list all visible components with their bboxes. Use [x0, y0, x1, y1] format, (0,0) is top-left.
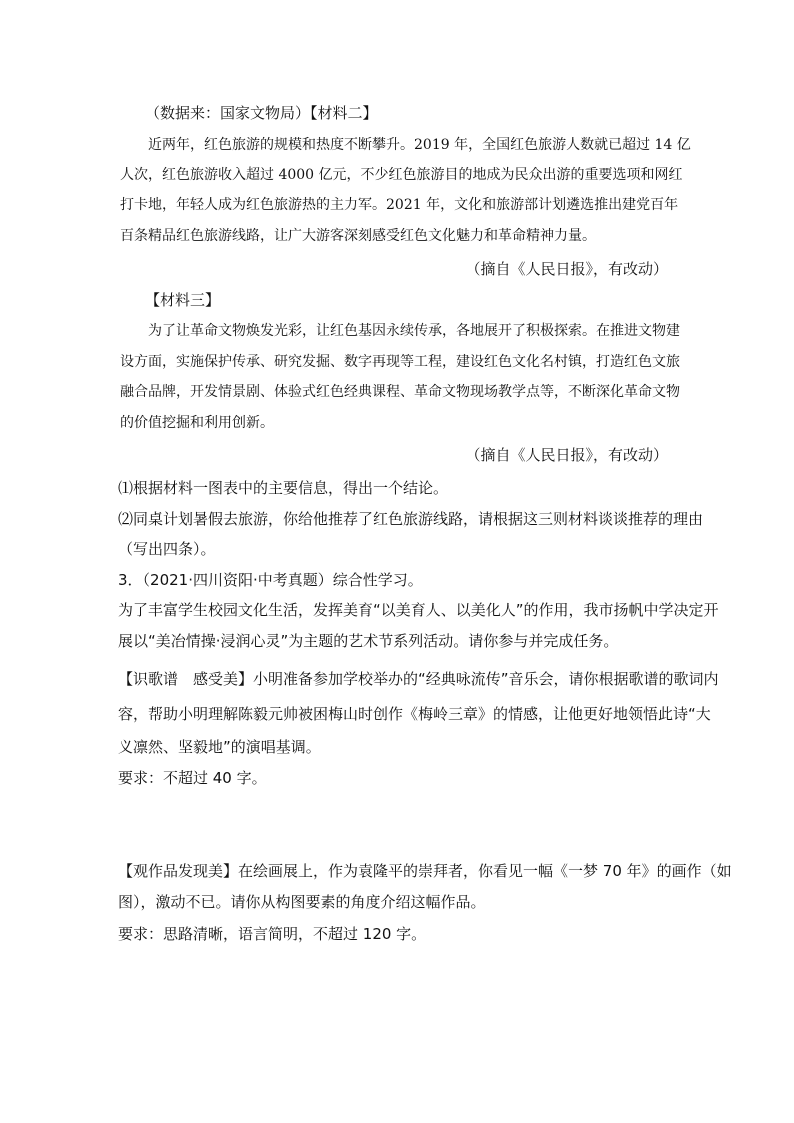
material3-citation: （摘自《人民日报》，有改动）: [465, 446, 668, 464]
problem-3-intro-line-2: 展以“美冶情操·浸润心灵”为主题的艺术节系列活动。请你参与并完成任务。: [118, 632, 619, 650]
material3-paragraph-line-3: 融合品牌，开发情景剧、体验式红色经典课程、革命文物现场教学点等，不断深化革命文物: [120, 384, 680, 400]
question-2-line-1: ⑵同桌计划暑假去旅游，你给他推荐了红色旅游线路，请根据这三则材料谈谈推荐的理由: [118, 510, 704, 528]
problem-3-intro-line-1: 为了丰富学生校园文化生活，发挥美育“以美育人、以美化人”的作用，我市扬帆中学决定开: [118, 601, 719, 619]
material2-source-line: （数据来：国家文物局）【材料二】: [145, 104, 378, 122]
material3-heading: 【材料三】: [145, 291, 221, 309]
task-2-line-1: 【观作品发现美】在绘画展上，作为袁隆平的崇拜者，你看见一幅《一梦 70 年》的画作（如: [118, 862, 732, 880]
material3-paragraph-line-1: 为了让革命文物焕发光彩，让红色基因永续传承，各地展开了积极探索。在推进文物建: [148, 323, 680, 339]
question-2-line-2: （写出四条）。: [118, 540, 216, 558]
material2-paragraph-line-3: 打卡地，年轻人成为红色旅游热的主力军。2021 年，文化和旅游部计划遴选推出建党百年: [120, 197, 679, 213]
material3-paragraph-line-2: 设方面，实施保护传承、研究发掘、数字再现等工程，建设红色文化名村镇，打造红色文旅: [120, 354, 680, 370]
material2-citation: （摘自《人民日报》，有改动）: [465, 260, 668, 278]
task-1-line-2: 容，帮助小明理解陈毅元帅被困梅山时创作《梅岭三章》的情感，让他更好地领悟此诗“大: [118, 705, 711, 723]
material2-paragraph-line-4: 百条精品红色旅游线路，让广大游客深刻感受红色文化魅力和革命精神力量。: [120, 228, 596, 244]
task-1-line-1: 【识歌谱 感受美】小明准备参加学校举办的“经典咏流传”音乐会，请你根据歌谱的歌词内: [118, 670, 719, 688]
task-1-line-3: 义凛然、坚毅地”的演唱基调。: [118, 738, 321, 756]
task-2-requirement: 要求：思路清晰，语言简明，不超过 120 字。: [118, 925, 427, 943]
task-1-requirement: 要求：不超过 40 字。: [118, 769, 267, 787]
task-2-line-2: 图），激动不已。请你从构图要素的角度介绍这幅作品。: [118, 893, 486, 911]
question-1: ⑴根据材料一图表中的主要信息，得出一个结论。: [118, 479, 449, 497]
material2-paragraph-line-1: 近两年，红色旅游的规模和热度不断攀升。2019 年，全国红色旅游人数就已超过 14 亿: [148, 137, 691, 153]
material3-paragraph-line-4: 的价值挖掘和利用创新。: [120, 415, 274, 431]
material2-paragraph-line-2: 人次，红色旅游收入超过 4000 亿元，不少红色旅游目的地成为民众出游的重要选项和网红: [120, 167, 683, 183]
problem-3-title: 3．（2021·四川资阳·中考真题）综合性学习。: [118, 571, 423, 589]
